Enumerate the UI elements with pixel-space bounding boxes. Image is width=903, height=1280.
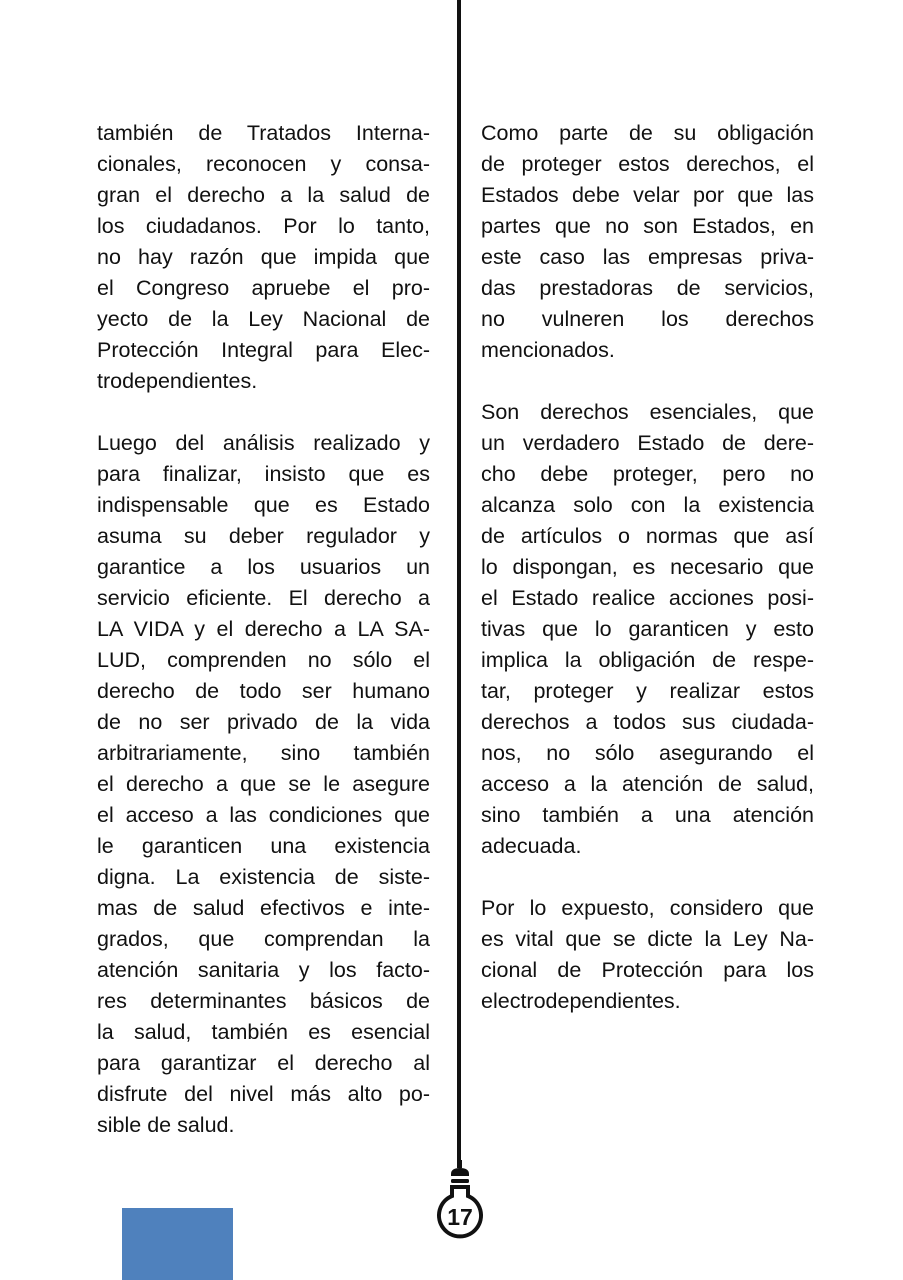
- right-column: [481, 118, 814, 1048]
- text-line: disfrute del nivel más alto po-: [97, 1082, 430, 1106]
- text-line: de artículos o normas que así: [481, 524, 814, 548]
- text-line: partes que no son Estados, en: [481, 214, 814, 238]
- text-line: Protección Integral para Elec-: [97, 338, 430, 362]
- paragraph: [97, 428, 430, 1141]
- text-line: el acceso a las condiciones que: [97, 803, 430, 827]
- text-line: para finalizar, insisto que es: [97, 462, 430, 486]
- column-divider: [457, 0, 461, 1168]
- text-line: es vital que se dicte la Ley Na-: [481, 927, 814, 951]
- text-line: de no ser privado de la vida: [97, 710, 430, 734]
- paragraph: [97, 118, 430, 397]
- text-line: tivas que lo garanticen y esto: [481, 617, 814, 641]
- text-line: lo dispongan, es necesario que: [481, 555, 814, 579]
- left-column: [97, 118, 430, 1172]
- text-line: derecho de todo ser humano: [97, 679, 430, 703]
- text-line: adecuada.: [481, 834, 582, 858]
- text-line: Luego del análisis realizado y: [97, 431, 430, 455]
- text-line: res determinantes básicos de: [97, 989, 430, 1013]
- text-line: mencionados.: [481, 338, 615, 362]
- text-line: garantice a los usuarios un: [97, 555, 430, 579]
- text-line: mas de salud efectivos e inte-: [97, 896, 430, 920]
- text-line: Son derechos esenciales, que: [481, 400, 814, 424]
- paragraph: [481, 397, 814, 862]
- text-line: sino también a una atención: [481, 803, 814, 827]
- paragraph: [481, 118, 814, 366]
- text-line: gran el derecho a la salud de: [97, 183, 430, 207]
- text-line: LA VIDA y el derecho a LA SA-: [97, 617, 430, 641]
- paragraph: [481, 893, 814, 1017]
- text-line: no vulneren los derechos: [481, 307, 814, 331]
- text-line: la salud, también es esencial: [97, 1020, 430, 1044]
- text-line: este caso las empresas priva-: [481, 245, 814, 269]
- text-line: cionales, reconocen y consa-: [97, 152, 430, 176]
- text-line: los ciudadanos. Por lo tanto,: [97, 214, 430, 238]
- text-line: yecto de la Ley Nacional de: [97, 307, 430, 331]
- text-line: electrodependientes.: [481, 989, 681, 1013]
- text-line: Como parte de su obligación: [481, 121, 814, 145]
- accent-block: [122, 1208, 233, 1280]
- text-line: le garanticen una existencia: [97, 834, 430, 858]
- page-number: 17: [447, 1204, 473, 1230]
- text-line: alcanza solo con la existencia: [481, 493, 814, 517]
- text-line: das prestadoras de servicios,: [481, 276, 814, 300]
- text-line: para garantizar el derecho al: [97, 1051, 430, 1075]
- text-line: asuma su deber regulador y: [97, 524, 430, 548]
- text-line: Estados debe velar por que las: [481, 183, 814, 207]
- text-line: el derecho a que se le asegure: [97, 772, 430, 796]
- text-line: implica la obligación de respe-: [481, 648, 814, 672]
- text-line: cional de Protección para los: [481, 958, 814, 982]
- text-line: un verdadero Estado de dere-: [481, 431, 814, 455]
- text-line: sible de salud.: [97, 1113, 235, 1137]
- text-line: cho debe proteger, pero no: [481, 462, 814, 486]
- text-line: arbitrariamente, sino también: [97, 741, 430, 765]
- text-line: Por lo expuesto, considero que: [481, 896, 814, 920]
- text-line: acceso a la atención de salud,: [481, 772, 814, 796]
- text-line: indispensable que es Estado: [97, 493, 430, 517]
- text-line: grados, que comprendan la: [97, 927, 430, 951]
- text-line: el Estado realice acciones posi-: [481, 586, 814, 610]
- text-line: derechos a todos sus ciudada-: [481, 710, 814, 734]
- text-line: tar, proteger y realizar estos: [481, 679, 814, 703]
- text-line: servicio eficiente. El derecho a: [97, 586, 430, 610]
- text-line: digna. La existencia de siste-: [97, 865, 430, 889]
- text-line: no hay razón que impida que: [97, 245, 430, 269]
- text-line: atención sanitaria y los facto-: [97, 958, 430, 982]
- text-line: de proteger estos derechos, el: [481, 152, 814, 176]
- text-line: el Congreso apruebe el pro-: [97, 276, 430, 300]
- text-line: trodependientes.: [97, 369, 258, 393]
- text-line: LUD, comprenden no sólo el: [97, 648, 430, 672]
- text-line: también de Tratados Interna-: [97, 121, 430, 145]
- text-line: nos, no sólo asegurando el: [481, 741, 814, 765]
